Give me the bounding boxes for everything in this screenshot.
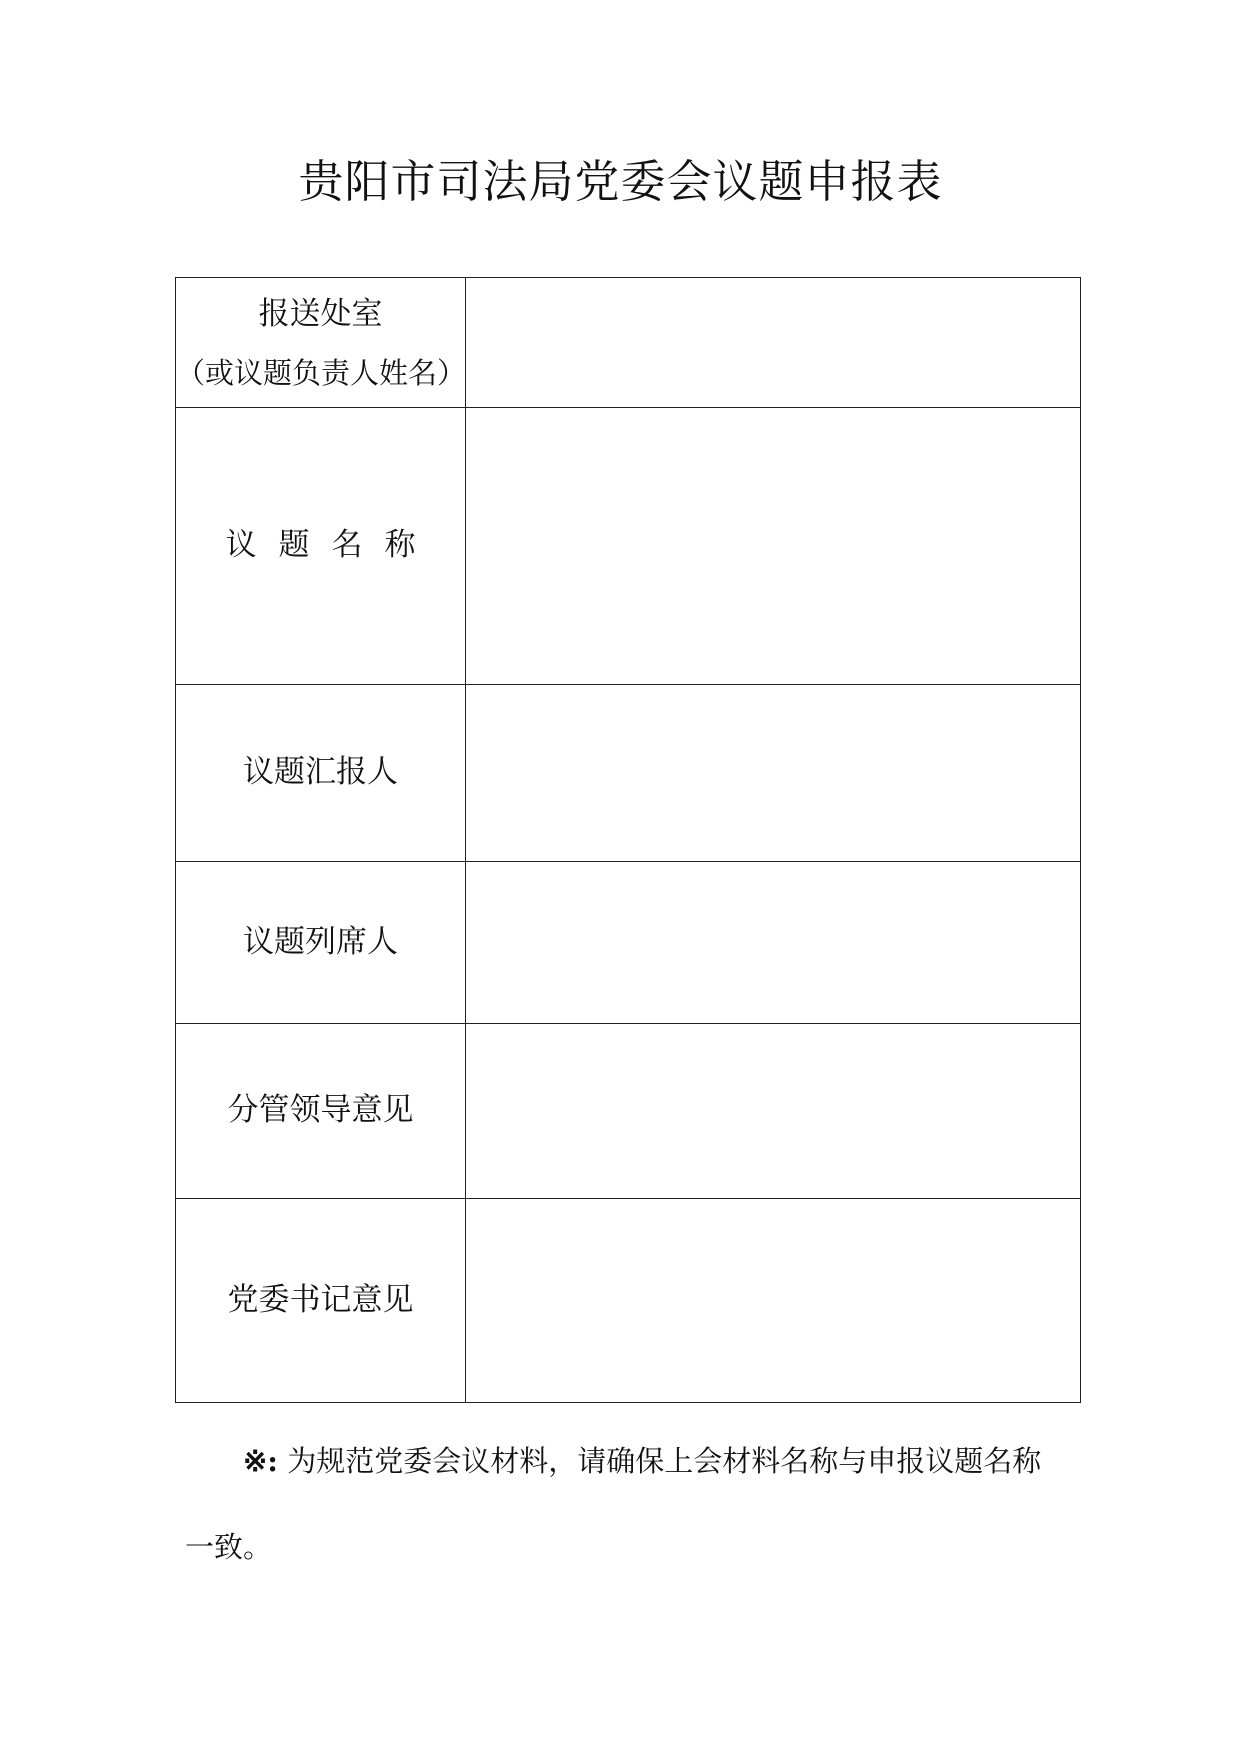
label-cell-presenter	[176, 685, 466, 862]
submitting-office-field[interactable]	[466, 278, 1081, 408]
footnote-text: 为规范党委会议材料，请确保上会材料名称与申报议题名称一致。	[185, 1444, 1042, 1564]
table-row	[176, 278, 1081, 408]
secretary-opinion-field[interactable]	[466, 1199, 1081, 1403]
page-title: 贵阳市司法局党委会议题申报表	[298, 155, 943, 208]
row-label: 报送处室	[258, 296, 383, 333]
application-form-table	[175, 277, 1081, 1403]
reference-mark: ※:	[243, 1444, 279, 1478]
footnote	[185, 1418, 1065, 1590]
label-cell-secretary-opinion	[176, 1199, 466, 1403]
supervisor-opinion-field[interactable]	[466, 1024, 1081, 1199]
row-label: 分管领导意见	[227, 1092, 414, 1129]
label-cell-supervisor-opinion	[176, 1024, 466, 1199]
label-cell-topic-name	[176, 408, 466, 685]
attendees-field[interactable]	[466, 862, 1081, 1024]
topic-name-field[interactable]	[466, 408, 1081, 685]
row-label: 党委书记意见	[227, 1281, 414, 1318]
presenter-field[interactable]	[466, 685, 1081, 862]
table-row	[176, 862, 1081, 1024]
label-cell-submitting-office	[176, 278, 466, 408]
table-row	[176, 685, 1081, 862]
row-sublabel: （或议题负责人姓名）	[176, 355, 467, 390]
row-label: 议题名称	[225, 527, 438, 564]
row-label: 议题列席人	[243, 923, 398, 960]
table-row	[176, 1024, 1081, 1199]
table-row	[176, 408, 1081, 685]
row-label: 议题汇报人	[243, 754, 398, 791]
label-cell-attendees	[176, 862, 466, 1024]
table-row	[176, 1199, 1081, 1403]
